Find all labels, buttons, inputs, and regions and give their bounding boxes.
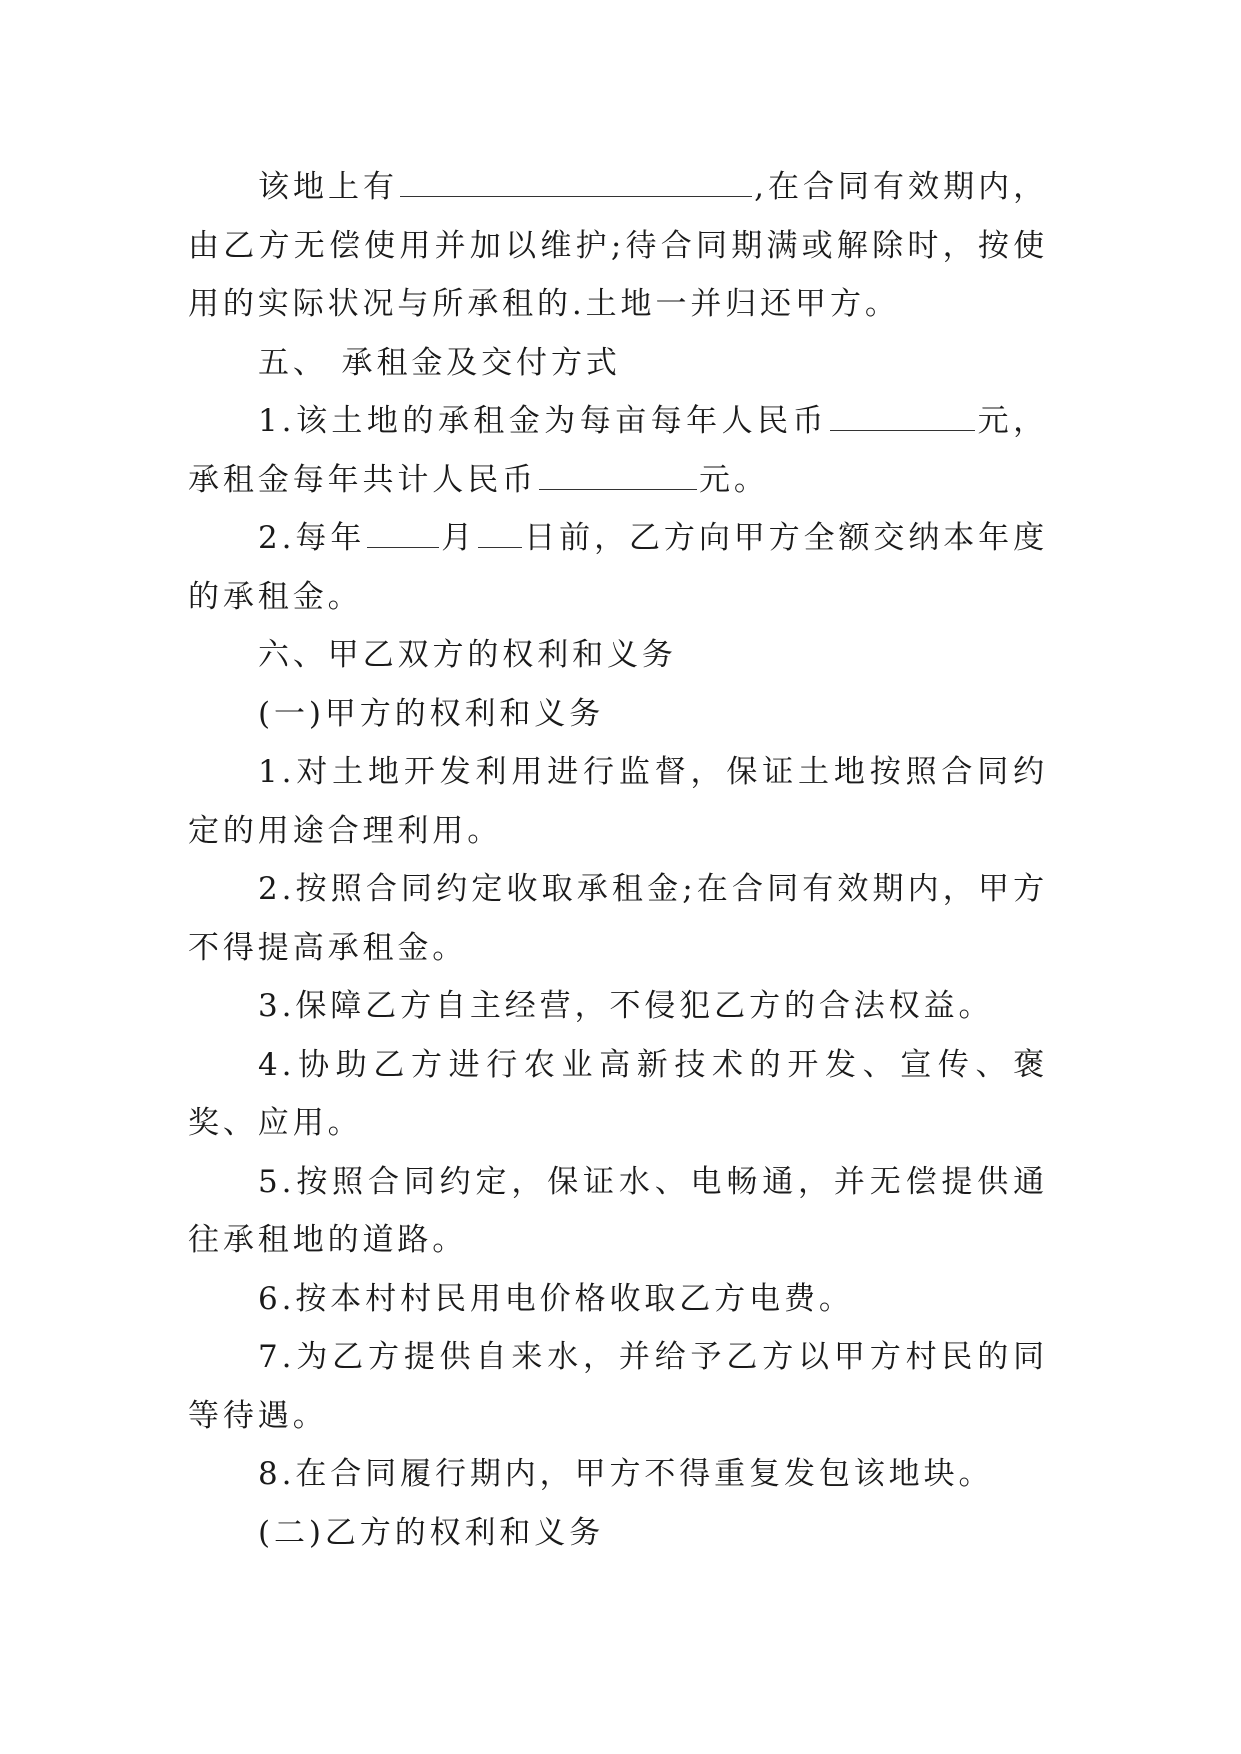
text-segment: 元，承租金每年共计人民币 xyxy=(188,403,1048,498)
text-segment: 月 xyxy=(441,520,477,556)
text-segment: 日前，乙方向甲方全额交纳本年度的承租金。 xyxy=(188,520,1049,615)
fill-blank-rent-total xyxy=(539,463,697,490)
paragraph-rent-amount xyxy=(188,392,1048,509)
section-heading-rent: 五、 承租金及交付方式 xyxy=(258,344,621,381)
clause-a-5: 5.按照合同约定，保证水、电畅通，并无偿提供通往承租地的道路。 xyxy=(188,1163,1048,1258)
text-segment: 该地上有 xyxy=(258,169,399,205)
fill-blank-facilities xyxy=(400,170,752,197)
subheading-party-b: (二)乙方的权利和义务 xyxy=(258,1514,605,1551)
text-segment: ,在合同有效期内，由乙方无偿使用并加以维护;待合同期满或解除时，按使用的实际状况与所承租的.土地一并归还甲方。 xyxy=(188,169,1049,322)
text-segment: 元。 xyxy=(699,461,769,498)
paragraph-land-facilities xyxy=(188,158,1048,334)
text-segment: 2.每年 xyxy=(258,520,366,556)
clause-a-6: 6.按本村村民用电价格收取乙方电费。 xyxy=(258,1280,854,1317)
section-heading-rights: 六、甲乙双方的权利和义务 xyxy=(258,637,677,673)
document-body xyxy=(188,158,1048,1562)
clause-a-7: 7.为乙方提供自来水，并给予乙方以甲方村民的同等待遇。 xyxy=(188,1339,1048,1434)
clause-a-4: 4.协助乙方进行农业高新技术的开发、宣传、褒奖、应用。 xyxy=(188,1046,1048,1141)
fill-blank-month xyxy=(367,521,439,548)
fill-blank-day xyxy=(478,521,522,548)
clause-a-1: 1.对土地开发利用进行监督，保证土地按照合同约定的用途合理利用。 xyxy=(188,754,1048,849)
subheading-party-a: (一)甲方的权利和义务 xyxy=(258,695,605,732)
fill-blank-rent-per-mu xyxy=(830,404,975,431)
clause-a-2: 2.按照合同约定收取承租金;在合同有效期内，甲方不得提高承租金。 xyxy=(188,871,1048,966)
paragraph-payment-date xyxy=(188,509,1048,626)
clause-a-8: 8.在合同履行期内，甲方不得重复发包该地块。 xyxy=(258,1456,994,1492)
text-segment: 1.该土地的承租金为每亩每年人民币 xyxy=(258,403,829,439)
clause-a-3: 3.保障乙方自主经营，不侵犯乙方的合法权益。 xyxy=(258,988,994,1024)
